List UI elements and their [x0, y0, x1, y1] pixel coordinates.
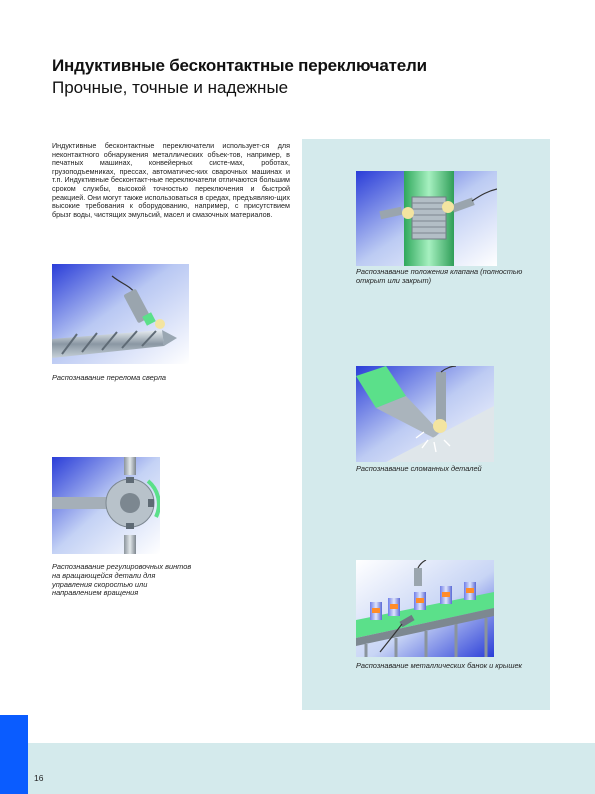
footer-band: [0, 743, 595, 794]
caption-valve-position: Распознавание положения клапана (полностью открыт или закрыт): [356, 267, 523, 285]
rotating-part-illustration: [52, 457, 160, 554]
valve-illustration: [356, 171, 497, 266]
caption-cans-lids: Распознавание металлических банок и крышек: [356, 661, 523, 670]
drill-illustration: [52, 264, 189, 364]
caption-broken-parts: Распознавание сломанных деталей: [356, 464, 482, 473]
caption-adjust-screws: Распознавание регулировочных винтов на вращающейся детали для управления скоростью или направлением вращения: [52, 562, 192, 598]
page-number: 16: [34, 773, 44, 783]
page-tab-marker: [0, 715, 28, 794]
broken-part-illustration: [356, 366, 494, 462]
intro-paragraph: Индуктивные бесконтактные переключатели использует-ся для неконтактного обнаружения металлических объек-тов, например, в печатных машинах, конвейерных систе-мах, роботах, грузоподъемниках, прессах, автоматичес-ких сварочных машинах и т.п. Индуктивные бесконтакт-ные переключатели отличаются большим сроком службы, высокой точностью переключения и быстрой реакцией. Они могут также использоваться в средах, предъявляю-щих высокие требования к оборудованию, например, с присутствием брызг воды, чистящих эмульсий, масел и смазочных материалов.: [52, 141, 290, 219]
page-title: Индуктивные бесконтактные переключатели: [52, 56, 427, 75]
caption-drill-break: Распознавание перелома сверла: [52, 373, 166, 382]
page-subtitle: Прочные, точные и надежные: [52, 78, 289, 97]
conveyor-cans-illustration: [356, 560, 494, 657]
